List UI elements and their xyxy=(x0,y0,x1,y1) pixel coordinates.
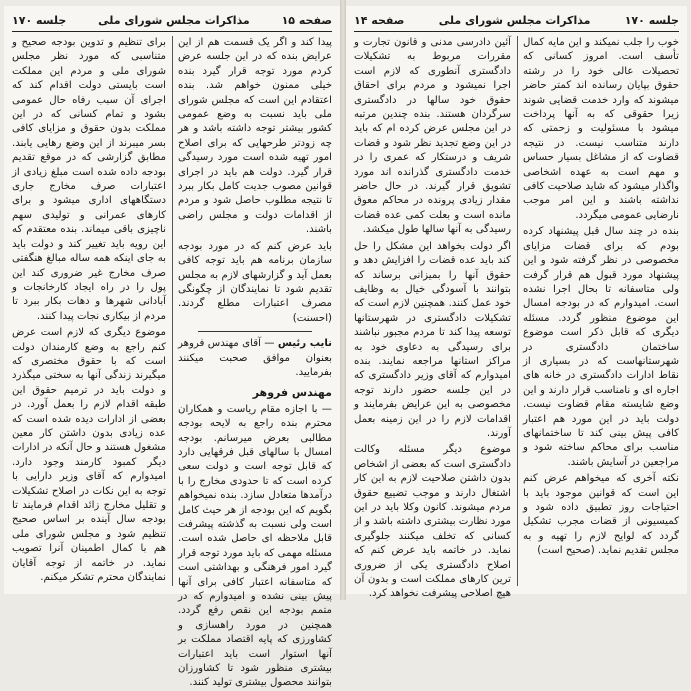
speaker-text: — آقای مهندس فروهر بعنوان موافق صحبت میکنند بفرمایید. xyxy=(178,338,332,378)
right-outer-paragraph: خوب را جلب نمیکند و این مایه کمال تأسف است. امروز کسانی که تحصیلات عالی خود را در رشته حقوق بپایان رسانده اند کمتر حاضر میشوند که وارد خدمت قضایی شوند زیرا حقوقی که به آنها پرداخت میشود با مسئولیت و زحمتی که دارند متناسب نیست. در نتیجه قضاوت که از مشاغل بسیار حساس و مهم است به عهده اشخاصی واگذار میشود که شاید صلاحیت کافی نداشته باشند و این امر موجب نارضایی عمومی میگردد. xyxy=(523,37,679,221)
speaker-label: نایب رئیس xyxy=(277,338,332,350)
right-page xyxy=(346,6,687,600)
left-outer-paragraph: برای تنظیم و تدوین بودجه صحیح و متناسبی که مورد نظر مجلس شورای ملی و مردم این مملکت است بایستی دولت اقدام کند که اجرای آن سبب رفاه حال عمومی بشود و تمام کسانی که در این مملکت بدون حقوق و مزایای کافی بسر میبرند از این وضع رهایی یابند. مطابق گزارشی که در موقع تقدیم بودجه داده شده است مبلغ زیادی از اعتبارات صرف مخارج جاری دستگاههای اداری میشود و برای کارهای عمرانی و تولیدی سهم ناچیزی باقی میماند. بنده معتقدم که این رویه باید تغییر کند و دولت باید به جای اینکه همه ساله مبالغ هنگفتی صرف مخارج غیر ضروری کند این پول را در راه ایجاد کارخانجات و آبادانی شهرها و دهات بکار ببرد تا مردم از بیکاری نجات پیدا کنند. xyxy=(12,37,166,322)
right-page-header xyxy=(354,10,679,30)
right-inner-paragraph: اگر دولت بخواهد این مشکل را حل کند باید عده قضات را افزایش دهد و حقوق آنها را بمیزانی برساند که بتوانند با آسودگی خیال به وظایف خود عمل کنند. همچنین لازم است که تشکیلات دادگستری در شهرستانها توسعه پیدا کند تا مردم مجبور نباشند برای رسیدگی به دعاوی خود به مراکز استانها مراجعه نمایند. بنده امیدوارم که آقای وزیر دادگستری که در این جلسه حضور دارند توجه مخصوصی به این عرایض بفرمایند و اقدامات لازم را در این زمینه بعمل آورند. xyxy=(354,240,511,439)
speaker-paragraph xyxy=(178,337,332,380)
section-separator xyxy=(198,331,312,332)
left-page-title: مذاکرات مجلس شورای ملی xyxy=(98,13,250,27)
left-page xyxy=(4,6,340,689)
left-inner-column xyxy=(178,36,332,689)
right-inner-paragraph: آئین دادرسی مدنی و قانون تجارت و مقررات مربوط به تشکیلات دادگستری آنطوری که لازم است اجرا نمیشود و مردم برای احقاق حقوق خود سالها در دادگستری سرگردان هستند. بنده چندین مرتبه در این مجلس عرض کرده ام که باید در این وضع تجدید نظر شود و قضات شریف و درستکار که عمری را در خدمت دادگستری گذرانده اند مورد تشویق قرار گیرند. در حال حاضر مقدار زیادی پرونده در محاکم معوق مانده است و بعلت کمی عده قضات رسیدگی به آنها سالها طول میکشد. xyxy=(354,37,511,236)
left-page-header xyxy=(12,10,332,30)
left-column-divider xyxy=(172,36,173,586)
right-inner-column xyxy=(353,36,511,600)
left-inner-paragraph: باید عرض کنم که در مورد بودجه سازمان برنامه هم باید توجه کافی بعمل آید و گزارشهای لازم به مجلس تقدیم شود تا نمایندگان از چگونگی مصرف اعتبارات مطلع گردند. (احسنت) xyxy=(178,240,332,324)
left-page-number: صفحه ۱۵ xyxy=(281,13,332,27)
left-inner-paragraph: — با اجازه مقام ریاست و همکاران محترم بنده راجع به لایحه بودجه مطالبی بعرض میرسانم. بودجه امسال با سالهای قبل فرقهایی دارد که قابل توجه است و دولت سعی کرده است که تا حدودی مخارج را با درآمدها متعادل سازد. بنده نمیخواهم بگویم که این بودجه از هر حیث کامل است ولی نسبت به گذشته پیشرفت قابل ملاحظه ای حاصل شده است. مسئله مهمی که باید مورد توجه قرار گیرد امور فرهنگی و بهداشتی است که متاسفانه اعتبار کافی برای آنها پیش بینی نشده و امیدوارم که در متمم بودجه این نقص رفع گردد. همچنین در مورد راهسازی و کشاورزی که پایه اقتصاد مملکت بر آنها استوار است باید اعتبارات بیشتری منظور شود تا کشاورزان بتوانند محصول بیشتری تولید کنند. xyxy=(178,403,332,689)
right-header-rule xyxy=(354,31,679,32)
right-inner-paragraph: موضوع دیگر مسئله وکالت دادگستری است که بعضی از اشخاص بدون داشتن صلاحیت لازم به این کار اشتغال دارند و موجب تضییع حقوق مردم میشوند. کانون وکلا باید در این مورد نظارت بیشتری داشته باشد و از کسانی که تخلف میکنند جلوگیری نماید. در خاتمه باید عرض کنم که اصلاح دادگستری یکی از ضروری ترین کارهای مملکت است و بدون آن هیچ اصلاحی پیشرفت نخواهد کرد. xyxy=(353,444,511,600)
speaker-heading: مهندس فروهر xyxy=(252,386,332,400)
left-inner-paragraph: پیدا کند و اگر یک قسمت هم از این عرایض بنده که در این جلسه عرض کردم مورد توجه قرار گیرد بنده خیلی ممنون خواهم شد. بنده اعتقادم این است که مجلس شورای ملی باید نسبت به وضع عمومی کشور بیشتر توجه داشته باشد و هر چه زودتر طرحهایی که برای اصلاح امور تهیه شده است مورد رسیدگی قرار گیرد. دولت هم باید در اجرای قوانین مصوب جدیت کامل بکار ببرد تا نتیجه مطلوب حاصل شود و مردم از اقدامات دولت و مجلس راضی باشند. xyxy=(178,37,332,236)
right-column-divider xyxy=(517,36,518,586)
right-outer-paragraph: نکته آخری که میخواهم عرض کنم این است که قوانین موجود باید با احتیاجات روز تطبیق داده شود و کمیسیونی از قضات مجرب تشکیل گردد که لوایح لازم را تهیه و به مجلس تقدیم نماید. (صحیح است) xyxy=(523,473,679,557)
left-header-rule xyxy=(12,31,332,32)
left-outer-paragraph: موضوع دیگری که لازم است عرض کنم راجع به وضع کارمندان دولت است که با حقوق مختصری که میگیرند زندگی آنها به سختی میگذرد و دولت باید در ترمیم حقوق این طبقه اقدام لازم را بعمل آورد. در بعضی از ادارات دیده شده است که عده زیادی بدون داشتن کار معین مشغول هستند و حال آنکه در ادارات دیگر کمبود کارمند وجود دارد. امیدوارم که آقای وزیر دارایی با توجه به این نکات در اصلاح تشکیلات و تقلیل مخارج زائد اقدام فرمایند تا بودجه سال آینده بر اساس صحیح تنظیم شود و مجلس شورای ملی هم با کمال اطمینان آنرا تصویب نماید. در خاتمه از توجه آقایان نمایندگان محترم تشکر میکنم. xyxy=(12,327,166,584)
right-outer-paragraph: بنده در چند سال قبل پیشنهاد کرده بودم که برای قضات مزایای مخصوصی در نظر گرفته شود و این پیشنهاد مورد قبول هم قرار گرفت ولی متاسفانه تا بحال اجرا نشده است. امیدوارم که در بودجه امسال این موضوع منظور گردد. مسئله دیگری که قابل ذکر است موضوع ساختمان دادگستری در شهرستانهاست که در بسیاری از نقاط ادارات دادگستری در خانه های اجاره ای و نامناسب قرار دارند و این وضع شایسته مقام قضاوت نیست. دولت باید در این مورد هم اعتبار کافی پیش بینی کند تا ساختمانهای مناسب برای محاکم ساخته شود و مراجعین در آسایش باشند. xyxy=(523,226,679,468)
left-outer-column xyxy=(12,36,166,588)
right-page-title: مذاکرات مجلس شورای ملی xyxy=(438,13,591,27)
right-session-number: جلسه ۱۷۰ xyxy=(624,13,679,27)
right-page-number: صفحه ۱۴ xyxy=(354,13,405,27)
left-session-number: جلسه ۱۷۰ xyxy=(12,13,67,27)
right-outer-column xyxy=(523,36,679,588)
